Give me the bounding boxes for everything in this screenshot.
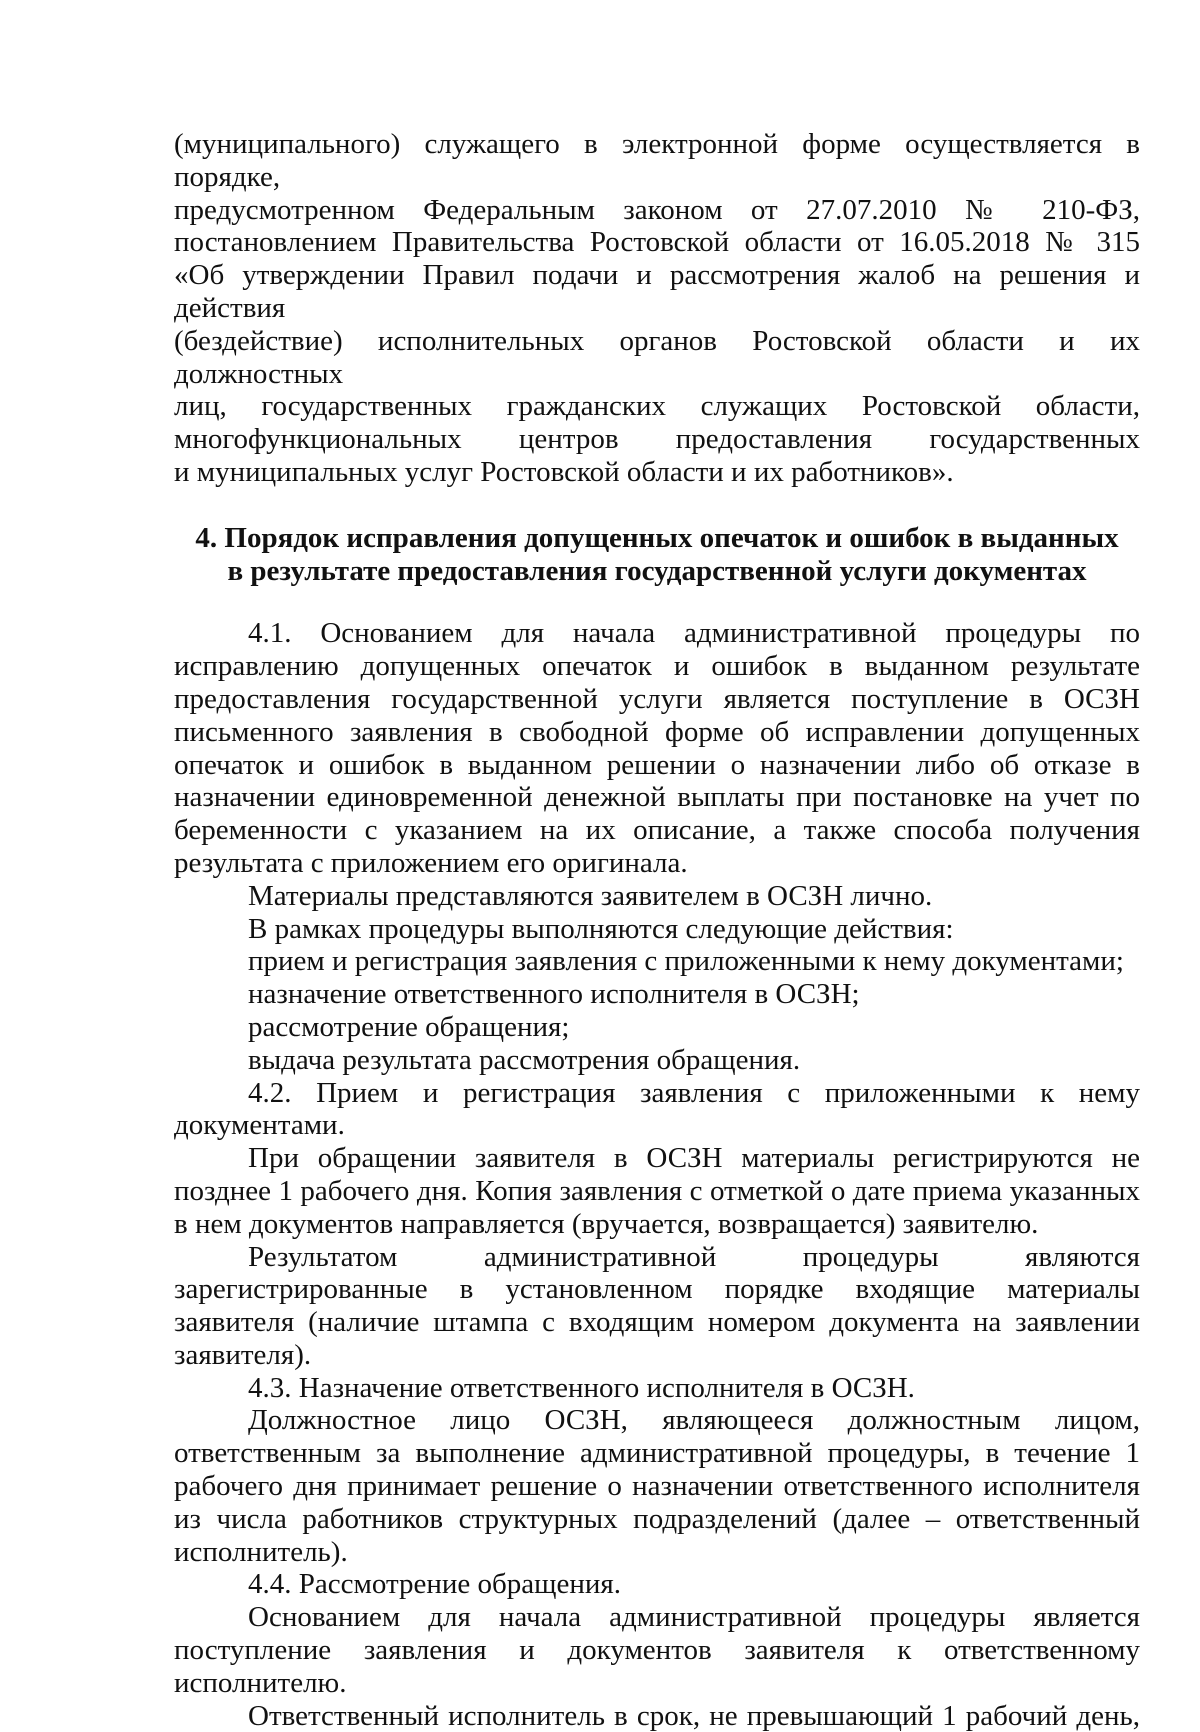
- intro-line: многофункциональных центров предоставления государственных: [174, 423, 1140, 456]
- document-page: [174, 128, 1140, 1732]
- intro-paragraph: [174, 128, 1140, 489]
- intro-line: и муниципальных услуг Ростовской области и их работников».: [174, 455, 954, 488]
- intro-line: лиц, государственных гражданских служащих Ростовской области,: [174, 390, 1140, 423]
- paragraph-4-4: 4.4. Рассмотрение обращения.: [248, 1568, 621, 1601]
- paragraph: Должностное лицо ОСЗН, являющееся должностным лицом, ответственным за выполнение административной процедуры, в течение 1 рабочего дня принимает решение о назначении ответственного исполнителя из числа работников структурных подразделений (далее – ответственный исполнитель).: [174, 1404, 1140, 1568]
- intro-line: постановлением Правительства Ростовской области от 16.05.2018 № 315: [174, 226, 1140, 259]
- action-item: выдача результата рассмотрения обращения.: [248, 1043, 801, 1076]
- section-heading-line: в результате предоставления государственной услуги документах: [227, 554, 1087, 587]
- paragraph-4-1: 4.1. Основанием для начала административной процедуры по исправлению допущенных опечаток и ошибок в выданном результате предоставления государственной услуги является поступление в ОСЗН письменного заявления в свободной форме об исправлении допущенных опечаток и ошибок в выданном решении о назначении либо об отказе в назначении единовременной денежной выплаты при постановке на учет по беременности с указанием на их описание, а также способа получения результата с приложением его оригинала.: [174, 617, 1140, 879]
- paragraph: Результатом административной процедуры являются зарегистрированные в установленном порядке входящие материалы заявителя (наличие штампа с входящим номером документа на заявлении заявителя).: [174, 1240, 1140, 1371]
- intro-line: (бездействие) исполнительных органов Ростовской области и их должностных: [174, 324, 1140, 390]
- paragraph: Ответственный исполнитель в срок, не превышающий 1 рабочий день,: [248, 1699, 1140, 1732]
- paragraph: Основанием для начала административной процедуры является поступление заявления и документов заявителя к ответственному исполнителю.: [174, 1601, 1140, 1699]
- paragraph: При обращении заявителя в ОСЗН материалы регистрируются не позднее 1 рабочего дня. Копия заявления с отметкой о дате приема указанных в нем документов направляется (вручается, возвращается) заявителю.: [174, 1142, 1140, 1240]
- action-item: назначение ответственного исполнителя в ОСЗН;: [248, 978, 860, 1011]
- intro-line: «Об утверждении Правил подачи и рассмотрения жалоб на решения и действия: [174, 259, 1140, 324]
- intro-line: предусмотренном Федеральным законом от 27.07.2010 № 210-ФЗ,: [174, 193, 1140, 226]
- action-item: рассмотрение обращения;: [248, 1010, 570, 1043]
- paragraph-4-2: 4.2. Прием и регистрация заявления с приложенными к нему документами.: [174, 1076, 1140, 1142]
- section-heading: [174, 522, 1140, 588]
- action-item: прием и регистрация заявления с приложенными к нему документами;: [248, 945, 1124, 978]
- paragraph-4-3: 4.3. Назначение ответственного исполнителя в ОСЗН.: [248, 1371, 915, 1404]
- paragraph: В рамках процедуры выполняются следующие действия:: [248, 912, 954, 945]
- section-heading-line: 4. Порядок исправления допущенных опечаток и ошибок в выданных: [195, 521, 1119, 554]
- paragraph: Материалы представляются заявителем в ОСЗН лично.: [248, 879, 933, 912]
- intro-line: (муниципального) служащего в электронной форме осуществляется в порядке,: [174, 128, 1140, 193]
